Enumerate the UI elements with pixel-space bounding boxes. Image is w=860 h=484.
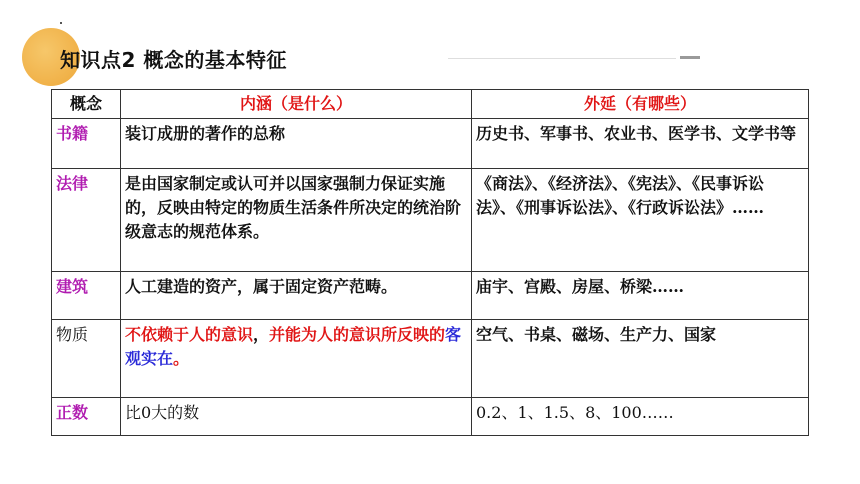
meaning-part-red: 并能为人的意识所反映的 [269,325,446,344]
extension-cell: 庙宇、宫殿、房屋、桥梁…… [472,272,809,320]
meaning-cell: 比0大的数 [121,398,472,436]
meaning-part-comma: ， [253,325,270,344]
term-cell: 建筑 [52,272,121,320]
table-row [52,398,809,436]
meaning-cell: 是由国家制定或认可并以国家强制力保证实施的，反映由特定的物质生活条件所决定的统治阶级意志的规范体系。 [121,169,472,272]
term-cell: 法律 [52,169,121,272]
extension-cell: 历史书、军事书、农业书、医学书、文学书等 [472,119,809,169]
term-cell: 书籍 [52,119,121,169]
table-row [52,320,809,398]
decorative-dot [60,22,62,24]
meaning-cell: 装订成册的著作的总称 [121,119,472,169]
meaning-part-blue: 客观实在 [125,325,462,368]
table-row [52,119,809,169]
header-meaning: 内涵（是什么） [121,90,472,119]
title-rule [448,58,676,59]
concept-table [51,89,809,436]
meaning-part-period: 。 [173,349,190,368]
table-row [52,272,809,320]
extension-cell: 空气、书桌、磁场、生产力、国家 [472,320,809,398]
extension-cell: 0.2、1、1.5、8、100…… [472,398,809,436]
extension-cell: 《商法》、《经济法》、《宪法》、《民事诉讼法》、《刑事诉讼法》、《行政诉讼法》…… [472,169,809,272]
meaning-cell [121,320,472,398]
page-title: 知识点2 概念的基本特征 [60,48,287,72]
table-row [52,169,809,272]
meaning-cell: 人工建造的资产，属于固定资产范畴。 [121,272,472,320]
table-header-row [52,90,809,119]
header-extension: 外延（有哪些） [472,90,809,119]
title-dash [680,56,700,59]
term-cell: 物质 [52,320,121,398]
header-concept: 概念 [52,90,121,119]
meaning-part-red: 不依赖于人的意识 [125,325,254,344]
term-cell: 正数 [52,398,121,436]
